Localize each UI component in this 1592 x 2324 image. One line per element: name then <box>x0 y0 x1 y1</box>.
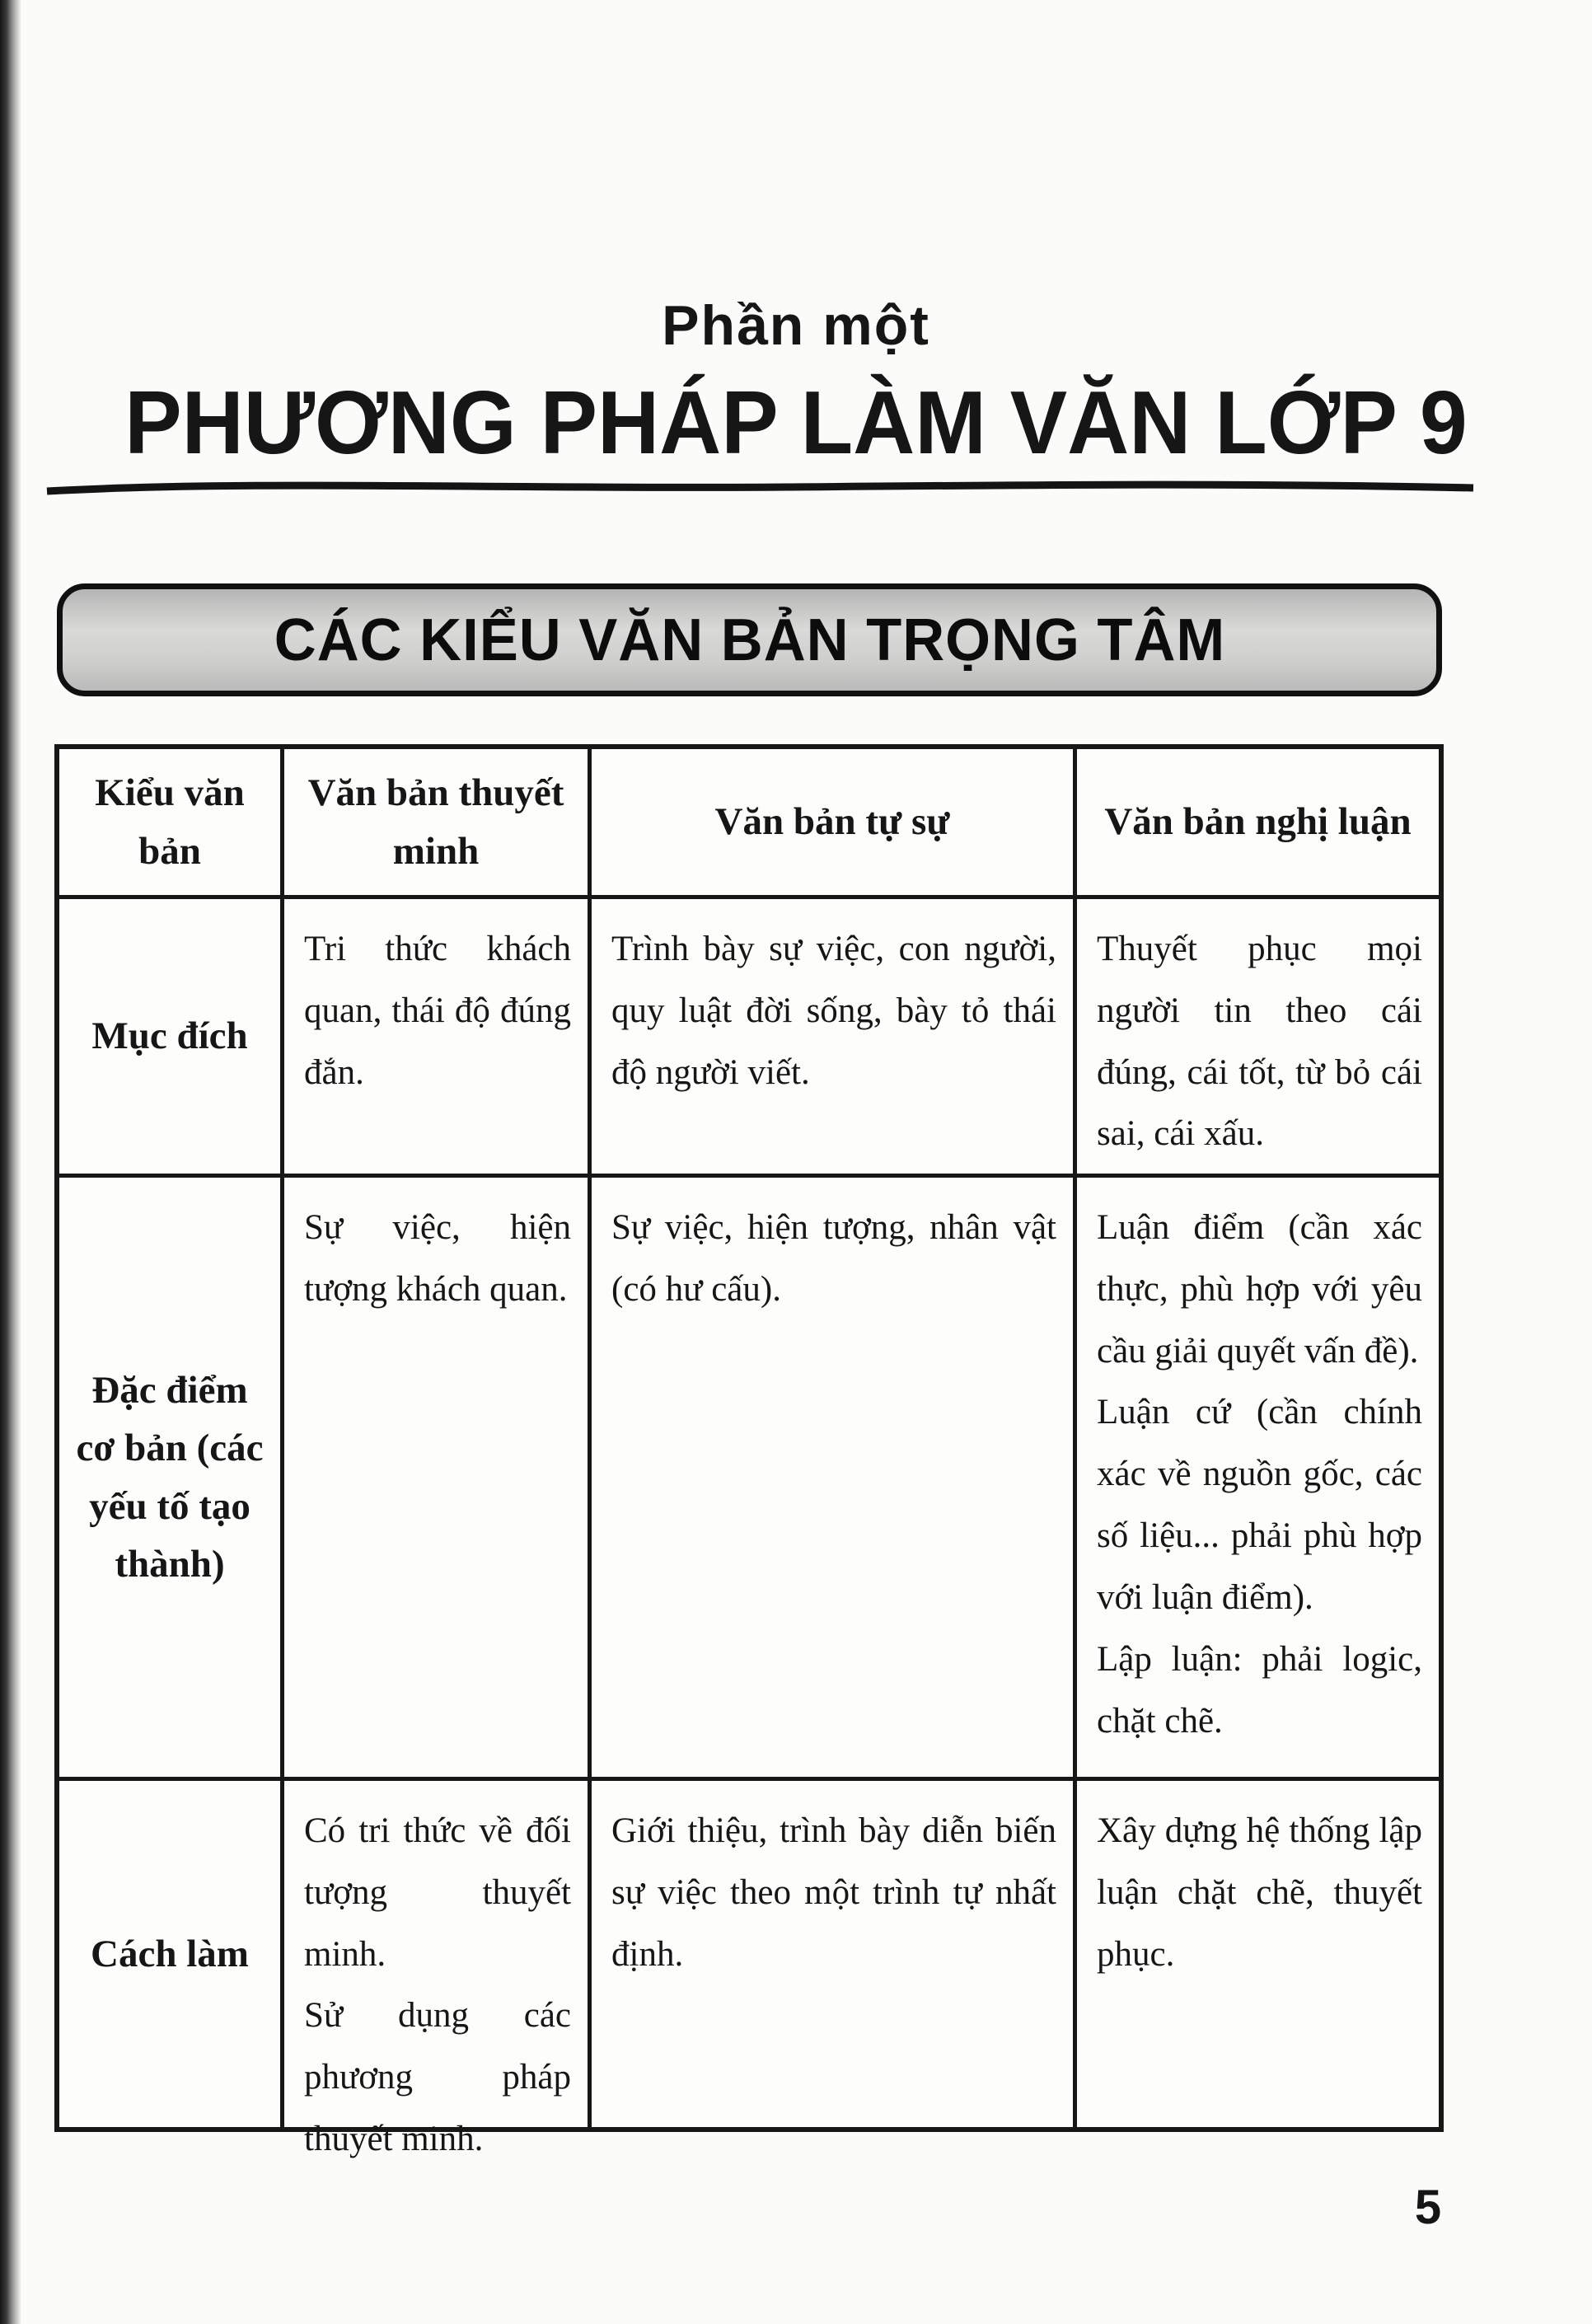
title-underline <box>45 476 1475 498</box>
page-number: 5 <box>1414 2181 1442 2234</box>
cell-paragraph: Trình bày sự việc, con người, quy luật đời sống, bày tỏ thái độ người viết. <box>611 930 1056 1092</box>
cell-paragraph: Sự việc, hiện tượng, nhân vật (có hư cấu). <box>611 1208 1056 1309</box>
cell-dac-diem-tu-su <box>588 1174 1073 1777</box>
row-label-cach-lam: Cách làm <box>59 1777 280 2127</box>
row-label-muc-dich: Mục đích <box>59 895 280 1174</box>
cell-cach-lam-nghi-luan <box>1073 1777 1439 2127</box>
col-header-kieu-van-ban: Kiểu văn bản <box>95 771 245 873</box>
cell-paragraph: Có tri thức về đối tượng thuyết minh. <box>304 1811 571 1974</box>
cell-muc-dich-nghi-luan <box>1073 895 1439 1174</box>
cell-paragraph: Sự việc, hiện tượng khách quan. <box>304 1208 571 1309</box>
cell-paragraph: Lập luận: phải logic, chặt chẽ. <box>1097 1639 1422 1741</box>
cell-paragraph: Giới thiệu, trình bày diễn biến sự việc theo một trình tự nhất định. <box>611 1811 1056 1974</box>
cell-paragraph: Xây dựng hệ thống lập luận chặt chẽ, thuyết phục. <box>1097 1811 1422 1974</box>
col-header-tu-su: Văn bản tự sự <box>588 749 1073 895</box>
cell-paragraph: Tri thức khách quan, thái độ đúng đắn. <box>304 930 571 1092</box>
section-heading-box <box>57 583 1442 696</box>
cell-dac-diem-nghi-luan <box>1073 1174 1439 1777</box>
part-label: Phần một <box>662 294 930 357</box>
cell-paragraph: Sử dụng các phương pháp thuyết minh. <box>304 1996 571 2159</box>
row-label-dac-diem: Đặc điểm cơ bản (các yếu tố tạo thành) <box>59 1174 280 1777</box>
cell-cach-lam-tu-su <box>588 1777 1073 2127</box>
section-heading: CÁC KIỂU VĂN BẢN TRỌNG TÂM <box>274 607 1225 673</box>
document-types-table <box>54 744 1444 2159</box>
col-header-thuyet-minh: Văn bản thuyết minh <box>280 749 588 895</box>
cell-paragraph: Thuyết phục mọi người tin theo cái đúng, cái tốt, từ bỏ cái sai, cái xấu. <box>1097 930 1422 1154</box>
cell-paragraph: Luận điểm (cần xác thực, phù hợp với yêu cầu giải quyết vấn đề). <box>1097 1208 1422 1371</box>
cell-dac-diem-thuyet-minh <box>280 1174 588 1777</box>
cell-muc-dich-thuyet-minh <box>280 895 588 1174</box>
cell-cach-lam-thuyet-minh <box>280 1777 588 2159</box>
cell-paragraph: Luận cứ (cần chính xác về nguồn gốc, các số liệu... phải phù hợp với luận điểm). <box>1097 1393 1422 1617</box>
page-title: PHƯƠNG PHÁP LÀM VĂN LỚP 9 <box>124 373 1468 473</box>
col-header-nghi-luan: Văn bản nghị luận <box>1073 749 1439 895</box>
cell-muc-dich-tu-su <box>588 895 1073 1174</box>
